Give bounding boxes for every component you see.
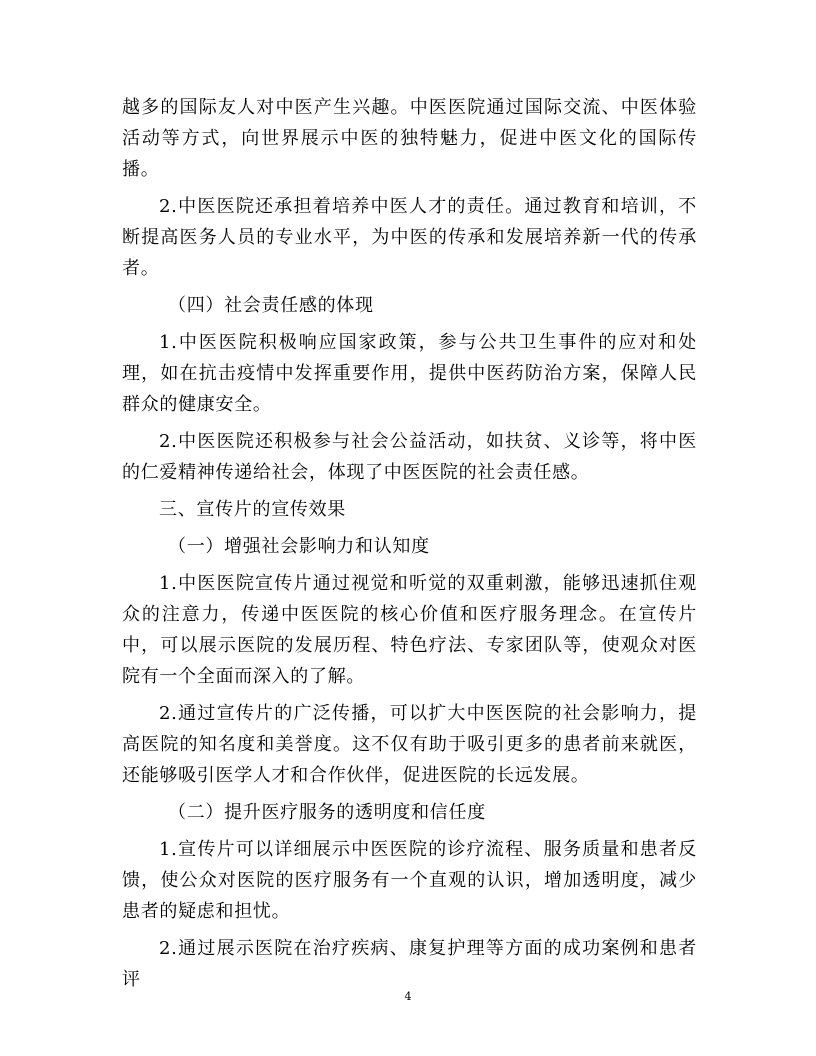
- subheading-social-responsibility: （四）社会责任感的体现: [168, 295, 374, 316]
- paragraph-public-welfare: 2.中医医院还积极参与社会公益活动，如扶贫、义诊等，将中医的仁爱精神传递给社会，体现了中医医院的社会责任感。: [122, 431, 697, 483]
- paragraph-service-display: 1.宣传片可以详细展示中医医院的诊疗流程、服务质量和患者反馈，使公众对医院的医疗服务有一个直观的认识，增加透明度，减少患者的疑虑和担忧。: [122, 839, 697, 922]
- paragraph-continuation: 越多的国际友人对中医产生兴趣。中医医院通过国际交流、中医体验活动等方式，向世界展示中医的独特魅力，促进中医文化的国际传播。: [122, 97, 697, 180]
- paragraph-success-cases: 2.通过展示医院在治疗疾病、康复护理等方面的成功案例和患者评: [122, 938, 697, 990]
- subheading-transparency: （二）提升医疗服务的透明度和信任度: [168, 802, 486, 823]
- page-number: 4: [404, 990, 412, 1003]
- paragraph-audiovisual: 1.中医医院宣传片通过视觉和听觉的双重刺激，能够迅速抓住观众的注意力，传递中医医院的核心价值和医疗服务理念。在宣传片中，可以展示医院的发展历程、特色疗法、专家团队等，使观众对医院有一个全面而深入的了解。: [122, 573, 697, 687]
- subheading-influence: （一）增强社会影响力和认知度: [168, 536, 430, 557]
- paragraph-public-health: 1.中医医院积极响应国家政策，参与公共卫生事件的应对和处理，如在抗击疫情中发挥重要作用，提供中医药防治方案，保障人民群众的健康安全。: [122, 332, 697, 415]
- paragraph-reputation: 2.通过宣传片的广泛传播，可以扩大中医医院的社会影响力，提高医院的知名度和美誉度。这不仅有助于吸引更多的患者前来就医，还能够吸引医学人才和合作伙伴，促进医院的长远发展。: [122, 703, 697, 786]
- document-body: [122, 92, 697, 1001]
- paragraph-talent-training: 2.中医医院还承担着培养中医人才的责任。通过教育和培训，不断提高医务人员的专业水平，为中医的传承和发展培养新一代的传承者。: [122, 196, 697, 279]
- section-heading-promo-effect: 三、宣传片的宣传效果: [159, 499, 346, 520]
